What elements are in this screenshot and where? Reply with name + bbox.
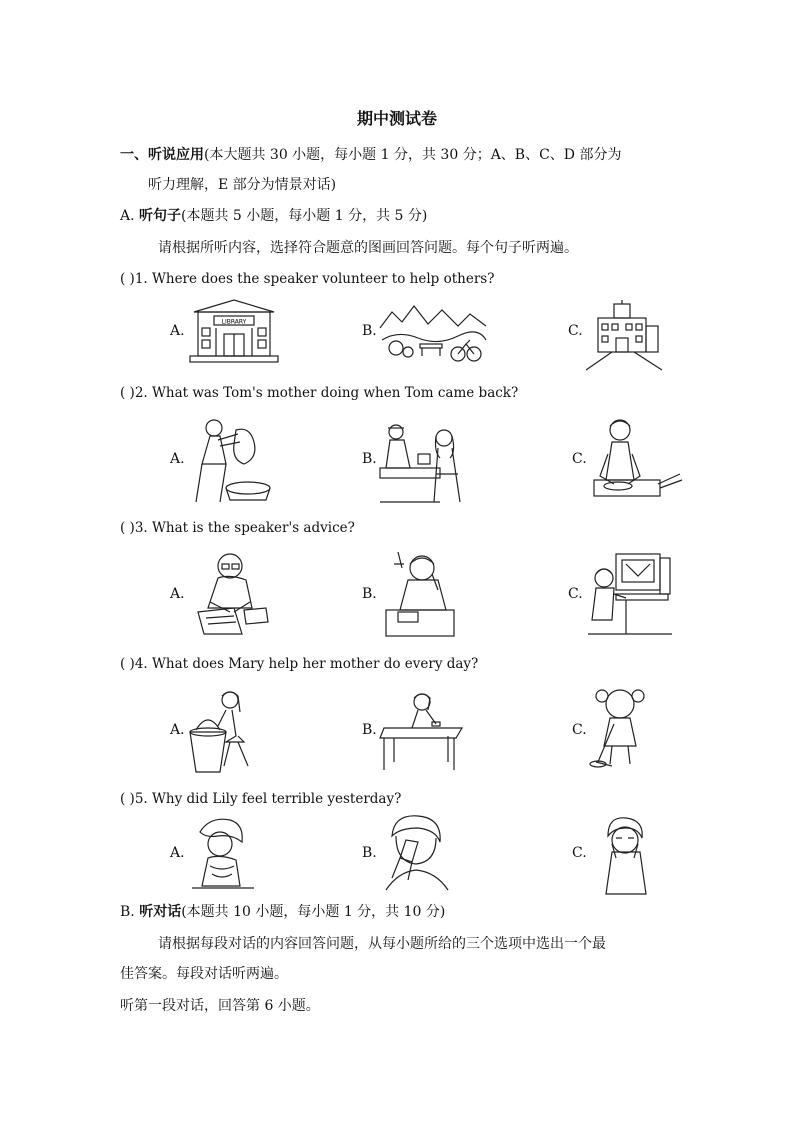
partA-heading [120, 206, 427, 226]
q1-option-c-label: C. [568, 323, 583, 339]
question-4: ( )4. What does Mary help her mother do every day? [120, 656, 479, 672]
sweeping-floor-illustration [588, 684, 658, 770]
q4-option-a-label: A. [170, 722, 185, 738]
partB-instruction-line1: 请根据每段对话的内容回答问题，从每小题所给的三个选项中选出一个最 [158, 936, 606, 952]
q2-option-b-label: B. [362, 451, 377, 467]
shopping-counter-illustration [378, 418, 478, 504]
taking-out-trash-illustration [186, 686, 262, 774]
q2-option-a-label: A. [170, 451, 185, 467]
q5-option-b-label: B. [362, 845, 377, 861]
q2-option-c-label: C. [572, 451, 587, 467]
section1-heading [120, 145, 621, 165]
cleaning-table-illustration [378, 688, 468, 772]
q3-option-a-label: A. [170, 586, 185, 602]
q3-option-b-label: B. [362, 586, 377, 602]
partA-label: A. [120, 208, 135, 224]
partB-instruction-line2: 佳答案。每段对话听两遍。 [120, 966, 288, 982]
computer-email-illustration [586, 550, 676, 638]
library-sign-text: LIBRARY [221, 318, 247, 326]
q5-option-c-label: C. [572, 845, 587, 861]
writing-letter-illustration [190, 550, 270, 636]
question-1: ( )1. Where does the speaker volunteer to help others? [120, 271, 495, 287]
page-title: 期中测试卷 [356, 109, 437, 128]
headache-illustration [378, 812, 454, 892]
washing-clothes-illustration [188, 416, 276, 504]
section1-heading-prefix: 一、听说应用 [120, 147, 204, 163]
toothache-illustration [594, 814, 656, 896]
q4-option-c-label: C. [572, 722, 587, 738]
section1-heading-line2: 听力理解，E 部分为情景对话) [148, 177, 337, 193]
partA-instruction: 请根据所听内容，选择符合题意的图画回答问题。每个句子听两遍。 [158, 240, 578, 256]
q1-option-b-label: B. [362, 323, 377, 339]
cooking-illustration [588, 414, 684, 506]
question-5: ( )5. Why did Lily feel terrible yesterday? [120, 791, 402, 807]
partA-detail: (本题共 5 小题，每小题 1 分，共 5 分) [181, 208, 428, 224]
q5-option-a-label: A. [170, 845, 185, 861]
q3-option-c-label: C. [568, 586, 583, 602]
phone-call-illustration [382, 550, 458, 638]
partB-title: 听对话 [139, 904, 182, 920]
question-2: ( )2. What was Tom's mother doing when Tom came back? [120, 385, 519, 401]
library-illustration [188, 298, 280, 364]
dialog-1-prompt: 听第一段对话，回答第 6 小题。 [120, 998, 320, 1014]
stomachache-illustration [190, 814, 256, 890]
partB-detail: (本题共 10 小题，每小题 1 分，共 10 分) [181, 904, 446, 920]
q1-option-a-label: A. [170, 323, 185, 339]
partA-title: 听句子 [139, 208, 182, 224]
partB-heading [120, 902, 445, 922]
hospital-illustration [584, 298, 664, 372]
section1-heading-rest: (本大题共 30 小题，每小题 1 分，共 30 分；A、B、C、D 部分为 [204, 147, 622, 163]
partB-label: B. [120, 904, 135, 920]
park-illustration [378, 300, 488, 364]
question-3: ( )3. What is the speaker's advice? [120, 520, 355, 536]
q4-option-b-label: B. [362, 722, 377, 738]
